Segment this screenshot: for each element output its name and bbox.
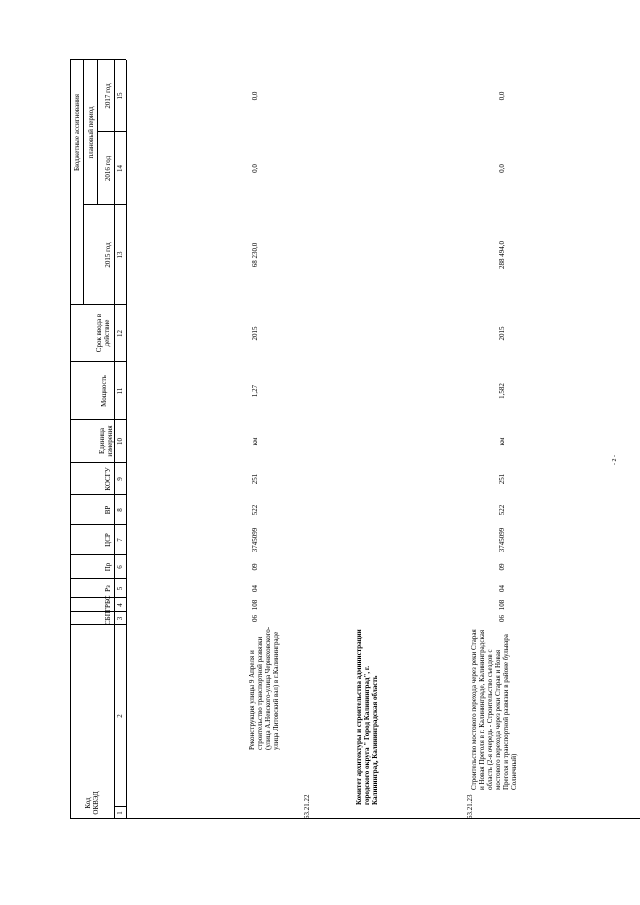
cell-csr: 3745099 (498, 527, 506, 553)
header-pr: Пр (104, 562, 112, 572)
cell-unit: км (498, 437, 506, 446)
header-power: Мощность (100, 375, 108, 407)
page-number: - 2 - (612, 455, 618, 465)
cell-2017: 0,0 (251, 91, 259, 101)
table-left-border (70, 818, 640, 819)
cell-2016: 0,0 (251, 164, 259, 173)
cell-sbp: 06 (251, 615, 259, 622)
header-2016: 2016 год (104, 155, 112, 182)
col-number: 7 (116, 538, 124, 542)
cell-unit: км (251, 437, 259, 446)
cell-pr: 09 (498, 563, 506, 571)
cell-kosgu: 251 (498, 473, 506, 485)
col-number: 10 (116, 438, 124, 445)
header-vr: ВР (104, 505, 112, 515)
cell-pr: 09 (251, 563, 259, 571)
col-number: 9 (116, 477, 124, 481)
planned-header-line (97, 60, 98, 205)
okved-code: 63.21.22 (303, 794, 311, 819)
cell-2017: 0,0 (498, 91, 506, 101)
col-number: 3 (116, 616, 124, 621)
cell-grbs: 108 (498, 599, 506, 611)
header-kod-okved: Код ОКВЭД (84, 791, 100, 815)
col-number: 5 (116, 586, 124, 591)
cell-term: 2015 (251, 326, 259, 341)
header-sbp: СБП (104, 611, 112, 625)
cell-vr: 522 (498, 504, 506, 516)
cell-rz: 04 (498, 585, 506, 592)
col-number: 11 (116, 387, 124, 395)
col-number: 8 (116, 508, 124, 512)
col-number: 6 (116, 565, 124, 569)
cell-vr: 522 (251, 504, 259, 516)
header-kosgu: КОСГУ (104, 467, 112, 491)
cell-sbp: 06 (498, 615, 506, 622)
number-row-bottom-line (126, 60, 127, 819)
cell-kosgu: 251 (251, 473, 259, 485)
header-rz: Рз (104, 585, 112, 592)
header-bottom-line (114, 60, 115, 819)
header-2015: 2015 год (104, 242, 112, 268)
cell-2015: 288 494,0 (498, 241, 506, 269)
header-grbs: ГРБС (104, 595, 112, 612)
col-number: 13 (116, 251, 124, 259)
cell-2015: 68 230,0 (251, 242, 259, 268)
object-name: Реконструкция улицы 9 Апреля и строительство транспортной развязки (улица А.Невского-улица Черняховского-улица Литовский вал) в г.Калининграде (248, 626, 280, 750)
cell-power: 1,582 (498, 383, 506, 399)
cell-2016: 0,0 (498, 164, 506, 173)
col-number: 15 (116, 92, 124, 100)
header-budget: Бюджетные ассигнования (73, 94, 81, 171)
col-number: 4 (116, 603, 124, 607)
cell-grbs: 108 (251, 599, 259, 611)
col-number: 1 (116, 811, 124, 815)
cell-power: 1,27 (251, 384, 259, 398)
object-name: Строительство мостового перехода через реки Старая и Новая Преголя в г. Калининграде, Калининградская область (2-я очередь - Строительство съездов с мостового перехода через реки Старая и Новая Преголя и транспортной развязки в районе бульвара Солнечный) (470, 629, 518, 790)
header-csr: ЦСР (104, 533, 112, 547)
cell-rz: 04 (251, 585, 259, 592)
cell-term: 2015 (498, 326, 506, 341)
col-number: 12 (116, 330, 124, 337)
cell-csr: 3745099 (251, 527, 259, 553)
okved-code: 63.21.23 (466, 794, 474, 819)
header-planned: плановый период (87, 106, 95, 159)
col-number: 14 (116, 165, 124, 172)
header-unit: Единица измерения (98, 425, 114, 457)
budget-header-line (83, 60, 84, 305)
header-2017: 2017 год (104, 83, 112, 109)
col-number: 2 (116, 714, 124, 718)
table-top-border (70, 60, 71, 819)
group-heading: Комитет архитектуры и строительства администрации городского округа " Город Калининград", г. Калининград, Калининградская область (355, 629, 379, 805)
header-term: Срок ввода в действие (95, 313, 111, 353)
